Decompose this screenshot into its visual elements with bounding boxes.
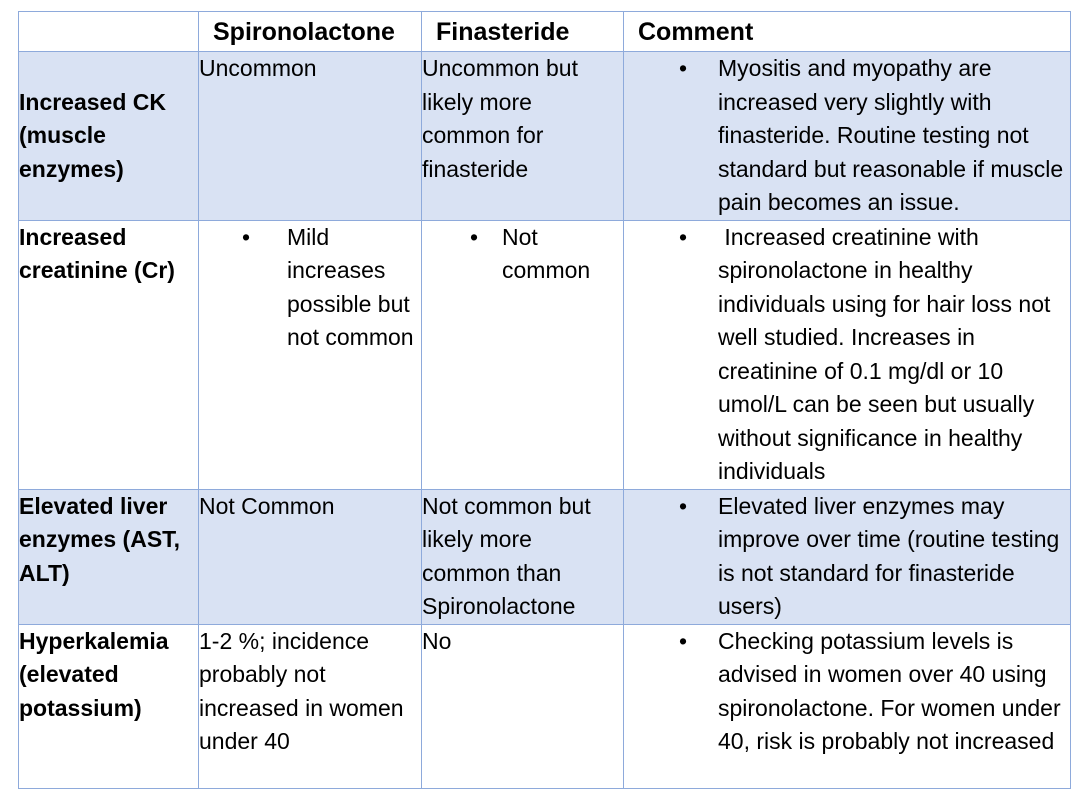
- bullet-icon: •: [678, 55, 687, 81]
- comment-cell: [624, 52, 1071, 221]
- finasteride-cell: [422, 220, 624, 489]
- row-label: Hyperkalemia (elevated potassium): [19, 624, 199, 788]
- row-label: Increased creatinine (Cr): [19, 220, 199, 489]
- bullet-icon: •: [469, 223, 478, 250]
- table-row: [19, 489, 1071, 624]
- comment-text: Increased creatinine with spironolactone in healthy individuals using for hair loss not well studied. Increases in creatinine of 0.1 mg/dl or 10 umol/L can be seen but usually without significance in healthy individuals: [718, 223, 1057, 484]
- table-row: [19, 624, 1071, 788]
- comment-cell: [624, 624, 1071, 788]
- spironolactone-cell: [199, 220, 422, 489]
- bullet-icon: •: [241, 223, 250, 250]
- comment-text: Checking potassium levels is advised in women over 40 using spironolactone. For women under 40, risk is probably not increased: [718, 627, 1061, 754]
- bullet-icon: •: [678, 627, 687, 654]
- comment-cell: [624, 220, 1071, 489]
- table-row: [19, 220, 1071, 489]
- finasteride-cell: No: [422, 624, 624, 788]
- spironolactone-cell: 1-2 %; incidence probably not increased in women under 40: [199, 624, 422, 788]
- finasteride-text: Not common: [502, 223, 591, 283]
- header-blank-cell: [19, 12, 199, 52]
- spironolactone-cell: Not Common: [199, 489, 422, 624]
- finasteride-cell: Uncommon but likely more common for finasteride: [422, 52, 624, 221]
- header-finasteride: Finasteride: [422, 12, 624, 52]
- spironolactone-cell: Uncommon: [199, 52, 422, 221]
- bullet-icon: •: [678, 223, 687, 250]
- row-label: Elevated liver enzymes (AST, ALT): [19, 489, 199, 624]
- header-comment: Comment: [624, 12, 1071, 52]
- bullet-icon: •: [678, 492, 687, 519]
- comment-cell: [624, 489, 1071, 624]
- header-row: [19, 12, 1071, 52]
- comment-text: Myositis and myopathy are increased very slightly with finasteride. Routine testing not standard but reasonable if muscle pain becomes an issue.: [718, 55, 1064, 215]
- comparison-table: [18, 11, 1071, 789]
- header-spironolactone: Spironolactone: [199, 12, 422, 52]
- table-row: [19, 52, 1071, 221]
- comment-text: Elevated liver enzymes may improve over time (routine testing is not standard for finasteride users): [718, 492, 1060, 619]
- finasteride-cell: Not common but likely more common than Spironolactone: [422, 489, 624, 624]
- row-label: Increased CK (muscle enzymes): [19, 52, 199, 221]
- spironolactone-text: Mild increases possible but not common: [287, 223, 414, 350]
